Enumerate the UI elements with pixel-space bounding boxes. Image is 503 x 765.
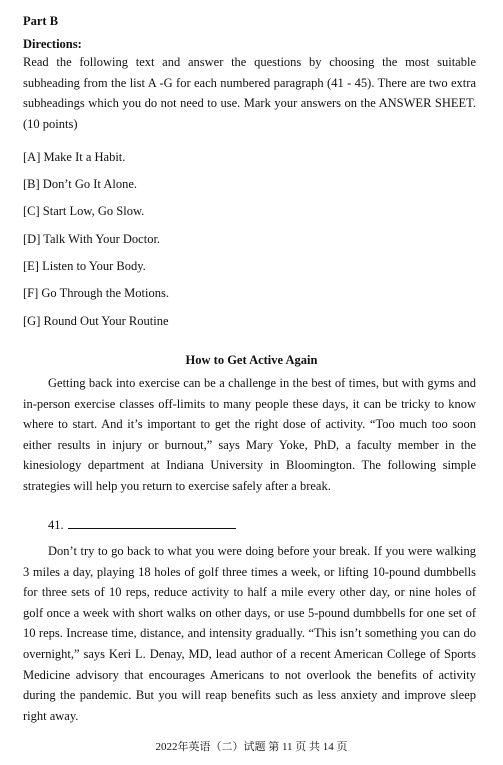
article-title: How to Get Active Again: [185, 353, 318, 367]
option-f: [F] Go Through the Motions.: [23, 286, 169, 300]
paragraph-41: Don’t try to go back to what you were doing before your break. If you were walking 3 miles a day, playing 18 holes of golf three times a week, or lifting 10-pound dumbbells for three sets of 10 reps, reduce activity to half a mile every other day, or nine holes of golf once a week with short walks on other days, or use 5-pound dumbbells for one set of 10 reps. Increase time, distance, and intensity gradually. “This isn’t something you can do overnight,” says Keri L. Denay, MD, lead author of a recent American College of Sports Medicine advisory that encourages Americans to not overlook the benefits of activity during the pandemic. But you will reap benefits such as less anxiety and improve sleep right away.: [23, 544, 476, 723]
option-g: [G] Round Out Your Routine: [23, 314, 169, 328]
option-e: [E] Listen to Your Body.: [23, 259, 146, 273]
question-41: [48, 517, 236, 532]
option-d: [D] Talk With Your Doctor.: [23, 232, 161, 246]
intro-paragraph: Getting back into exercise can be a challenge in the best of times, but with gyms and in-person exercise classes off-limits to many people these days, it can be tricky to know where to start. And it’s important to get the right dose of activity. “Too much too soon either results in injury or burnout,” says Mary Yoke, PhD, a faculty member in the kinesiology department at Indiana University in Bloomington. The following simple strategies will help you return to exercise safely after a break.: [23, 376, 476, 493]
option-b: [B] Don’t Go It Alone.: [23, 177, 137, 191]
option-c: [C] Start Low, Go Slow.: [23, 204, 145, 218]
answer-blank-41: [68, 517, 236, 529]
question-number: 41.: [48, 518, 64, 532]
page-footer: 2022年英语（二）试题 第 11 页 共 14 页: [155, 741, 348, 753]
directions-label: Directions:: [23, 37, 82, 51]
option-a: [A] Make It a Habit.: [23, 150, 126, 164]
part-label: Part B: [23, 14, 59, 28]
directions-text: Read the following text and answer the questions by choosing the most suitable subheading from the list A -G for each numbered paragraph (41 - 45). There are two extra subheadings which you do not need to use. Mark your answers on the ANSWER SHEET. (10 points): [23, 55, 476, 131]
